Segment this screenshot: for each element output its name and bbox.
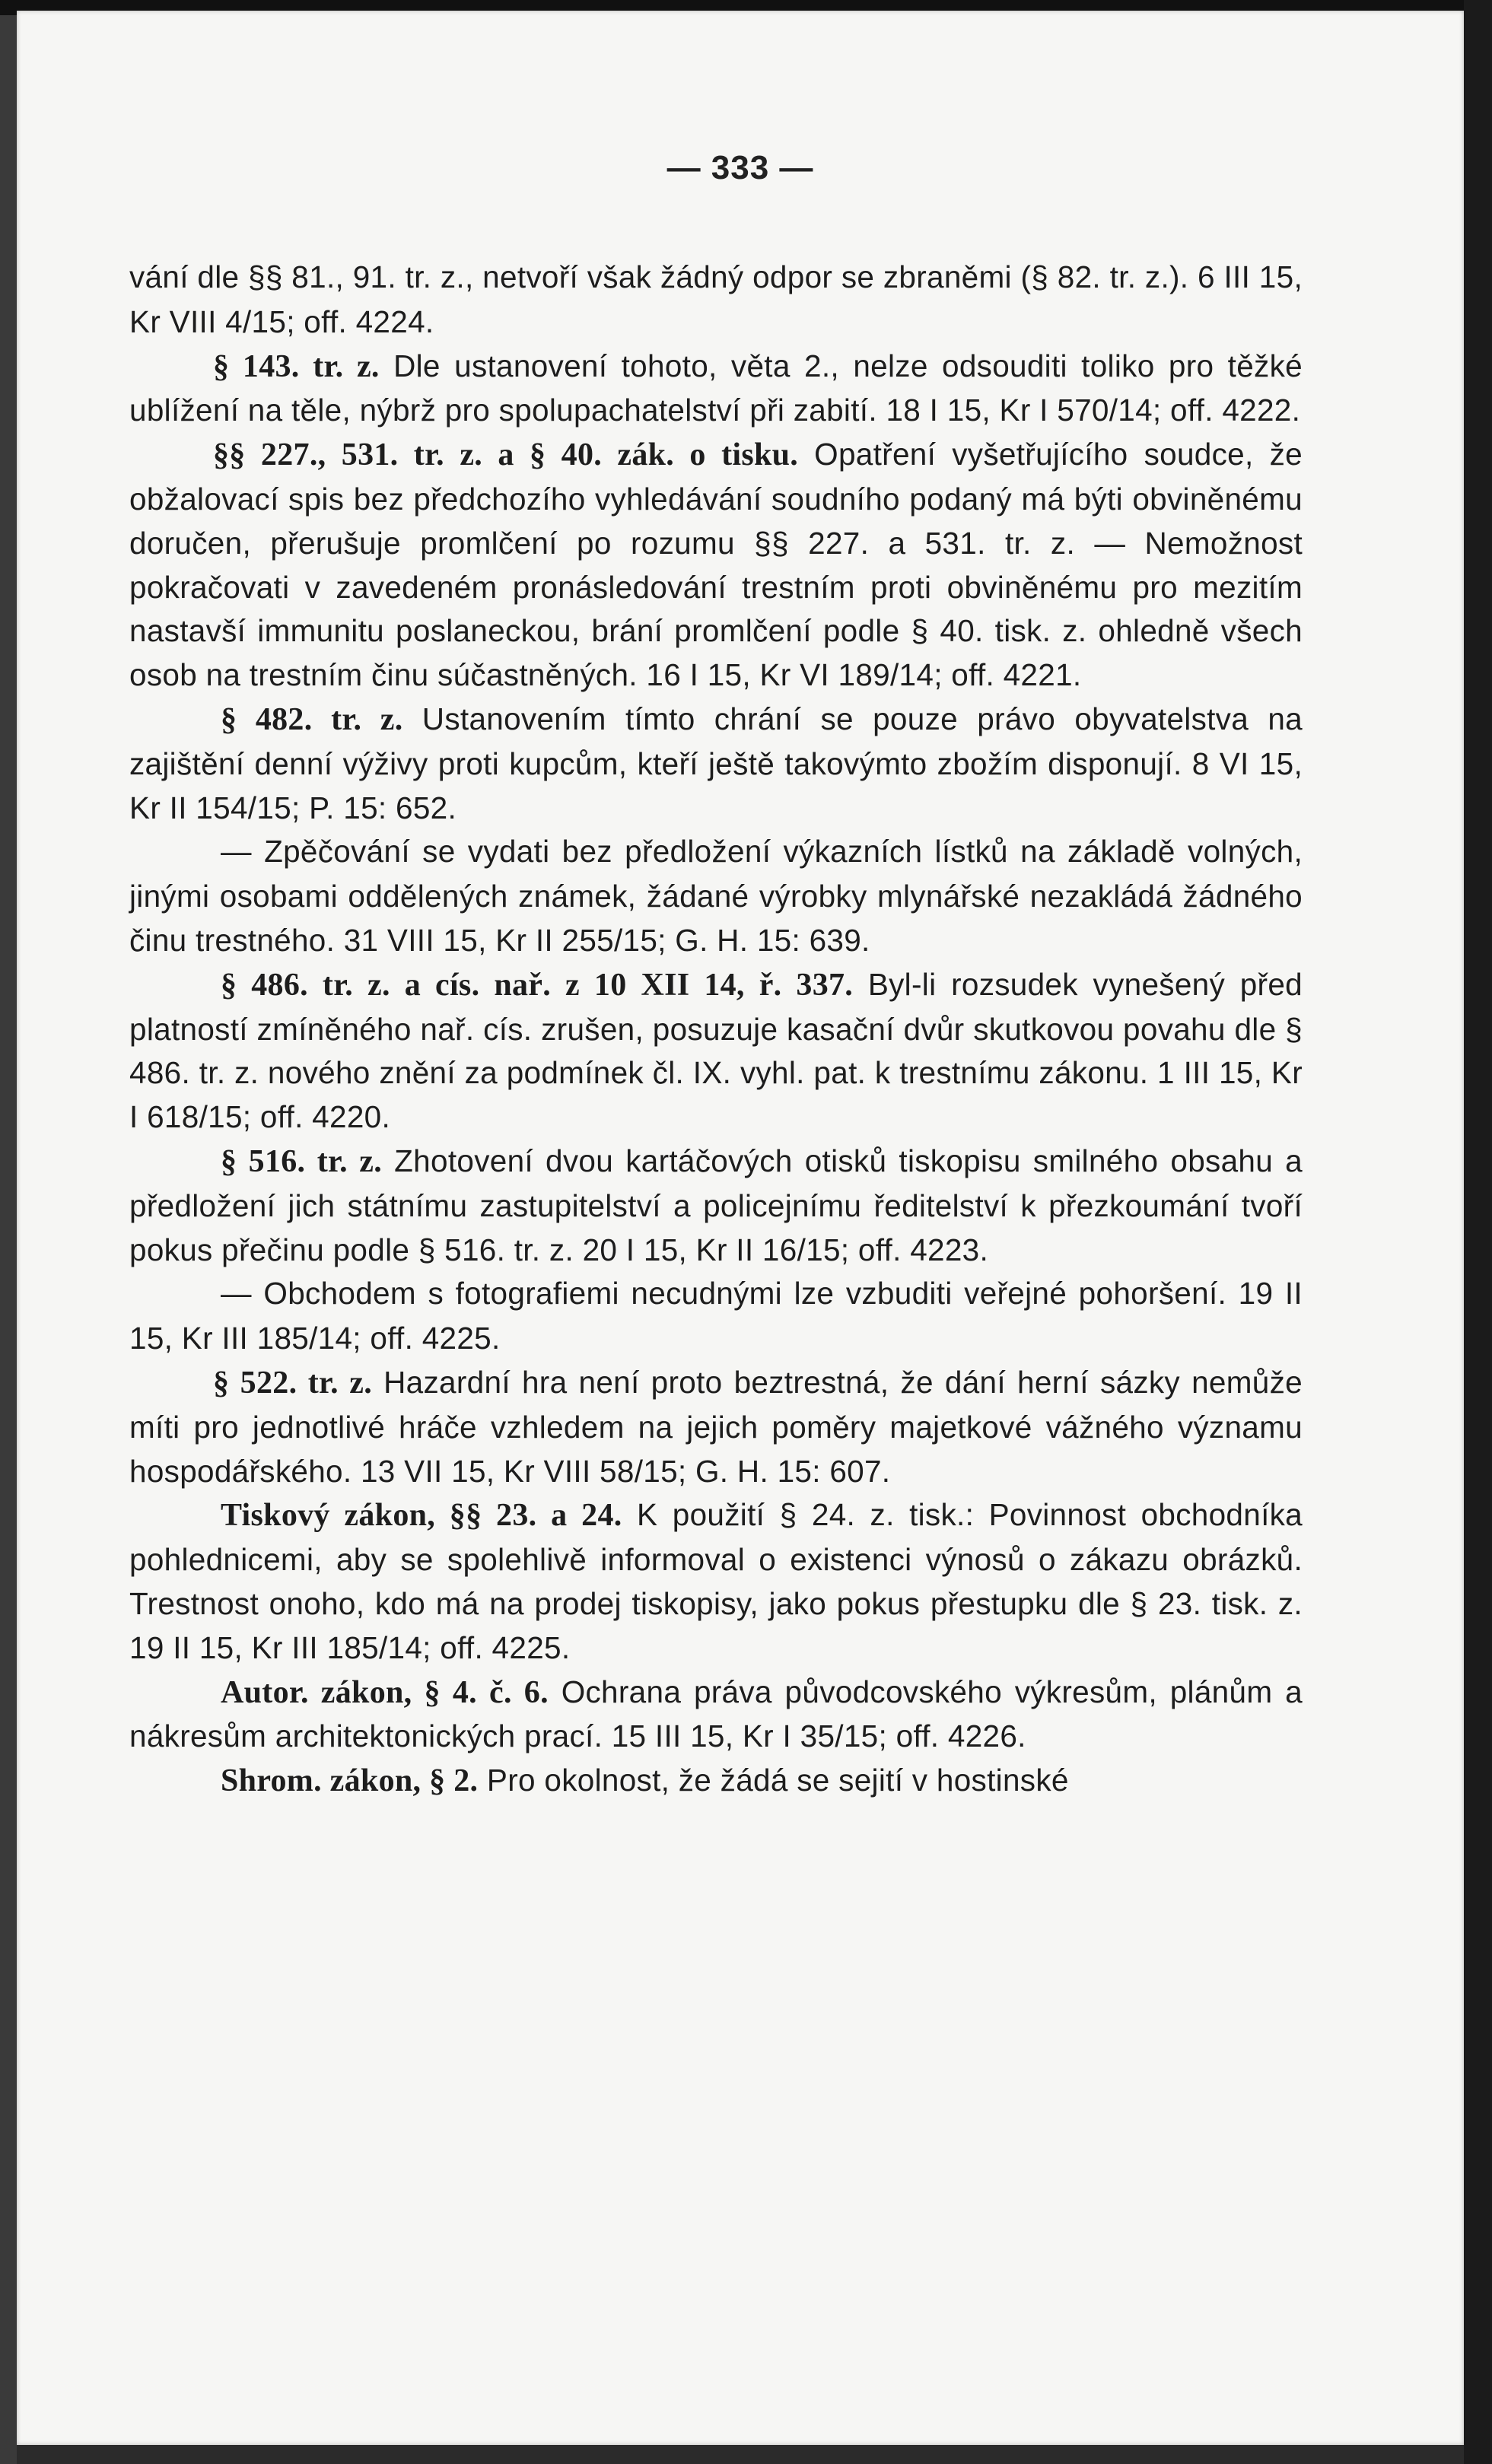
paragraph-1 [129,256,1303,345]
paragraph-12-text: Pro okolnost, že žádá se sejití v hostinské [478,1763,1069,1798]
paragraph-3-text: Opatření vyšetřujícího soudce, že obžalovací spis bez předchozího vyhledávání soudního podaný má býti obviněnému doručen, přerušuje promlčení po rozumu §§ 227. a 531. tr. z. — Nemožnost pokračovati v zavedeném pronásledování trestním proti obviněnému pro mezitím nastavší immunitu poslaneckou, brání promlčení podle § 40. tisk. z. ohledně všech osob na trestním činu súčastněných. 16 I 15, Kr VI 189/14; off. 4221. [129,437,1303,693]
paragraph-8-text: — Obchodem s fotografiemi necudnými lze vzbuditi veřejné pohoršení. 19 II 15, Kr III 185/14; off. 4225. [129,1276,1303,1356]
paragraph-2-text: Dle ustanovení tohoto, věta 2., nelze odsouditi toliko pro těžké ublížení na těle, nýbrž pro spolupachatelství při zabití. 18 I 15, Kr I 570/14; off. 4222. [129,348,1303,428]
paragraph-9-heading: § 522. tr. z. [213,1365,373,1401]
paragraph-9-text: Hazardní hra není proto beztrestná, že dání herní sázky nemůže míti pro jednotlivé hráče vzhledem na jejich poměry majetkové vážného významu hospodářského. 13 VII 15, Kr VIII 58/15; G. H. 15: 607. [129,1364,1303,1489]
paragraph-10-heading: Tiskový zákon, §§ 23. a 24. [221,1498,622,1534]
paragraph-2-heading: § 143. tr. z. [213,348,380,384]
paragraph-2 [129,345,1303,434]
page-number-header: — 333 — [666,149,814,186]
paragraph-4-heading: § 482. tr. z. [221,701,403,737]
book-page [17,11,1464,2445]
paragraph-11-heading: Autor. zákon, § 4. č. 6. [221,1674,549,1710]
scan-right-margin [1464,0,1492,2464]
paragraph-7 [129,1140,1303,1272]
paragraph-7-text: Zhotovení dvou kartáčových otisků tiskopisu smilného obsahu a předložení jich státnímu zastupitelství a policejnímu ředitelství k přezkoumání tvoří pokus přečinu podle § 516. tr. z. 20 I 15, Kr II 16/15; off. 4223. [129,1143,1303,1267]
paragraph-4-text: Ustanovením tímto chrání se pouze právo obyvatelstva na zajištění denní výživy proti kupcům, kteří ještě takovýmto zbožím disponují. 8 VI 15, Kr II 154/15; P. 15: 652. [129,701,1303,825]
paragraph-3-heading: §§ 227., 531. tr. z. a § 40. zák. o tisku. [213,437,799,473]
paragraph-6-heading: § 486. tr. z. a cís. nař. z 10 XII 14, ř. 337. [221,967,854,1003]
page-body [129,256,1303,1804]
paragraph-6 [129,963,1303,1140]
paragraph-12-heading: Shrom. zákon, § 2. [221,1763,479,1799]
paragraph-7-heading: § 516. tr. z. [221,1143,383,1179]
paragraph-12 [129,1759,1303,1804]
paragraph-4 [129,698,1303,830]
paragraph-9 [129,1361,1303,1493]
paragraph-3 [129,433,1303,698]
paragraph-5-text: — Zpěčování se vydati bez předložení výkazních lístků na základě volných, jinými osobami oddělených známek, žádané výrobky mlynářské nezakládá žádného činu trestného. 31 VIII 15, Kr II 255/15; G. H. 15: 639. [129,834,1303,958]
paragraph-11-text: Ochrana práva původcovského výkresům, plánům a nákresům architektonických prací. 15 III 15, Kr I 35/15; off. 4226. [129,1674,1303,1754]
paragraph-10-text: K použití § 24. z. tisk.: Povinnost obchodníka pohlednicemi, aby se spolehlivě informoval o existenci výnosů o zákazu obrázků. Trestnost onoho, kdo má na prodej tiskopisy, jako pokus přestupku dle § 23. tisk. z. 19 II 15, Kr III 185/14; off. 4225. [129,1497,1303,1665]
scan-left-margin [0,0,17,2464]
paragraph-1-text: vání dle §§ 81., 91. tr. z., netvoří však žádný odpor se zbraněmi (§ 82. tr. z.). 6 III 15, Kr VIII 4/15; off. 4224. [129,259,1303,339]
paragraph-11 [129,1671,1303,1760]
paragraph-8 [129,1272,1303,1361]
paragraph-6-text: Byl-li rozsudek vynešený před platností zmíněného nař. cís. zrušen, posuzuje kasační dvůr skutkovou povahu dle § 486. tr. z. nového znění za podmínek čl. IX. vyhl. pat. k trestnímu zákonu. 1 III 15, Kr I 618/15; off. 4220. [129,966,1303,1135]
paragraph-5 [129,830,1303,962]
paragraph-10 [129,1493,1303,1670]
